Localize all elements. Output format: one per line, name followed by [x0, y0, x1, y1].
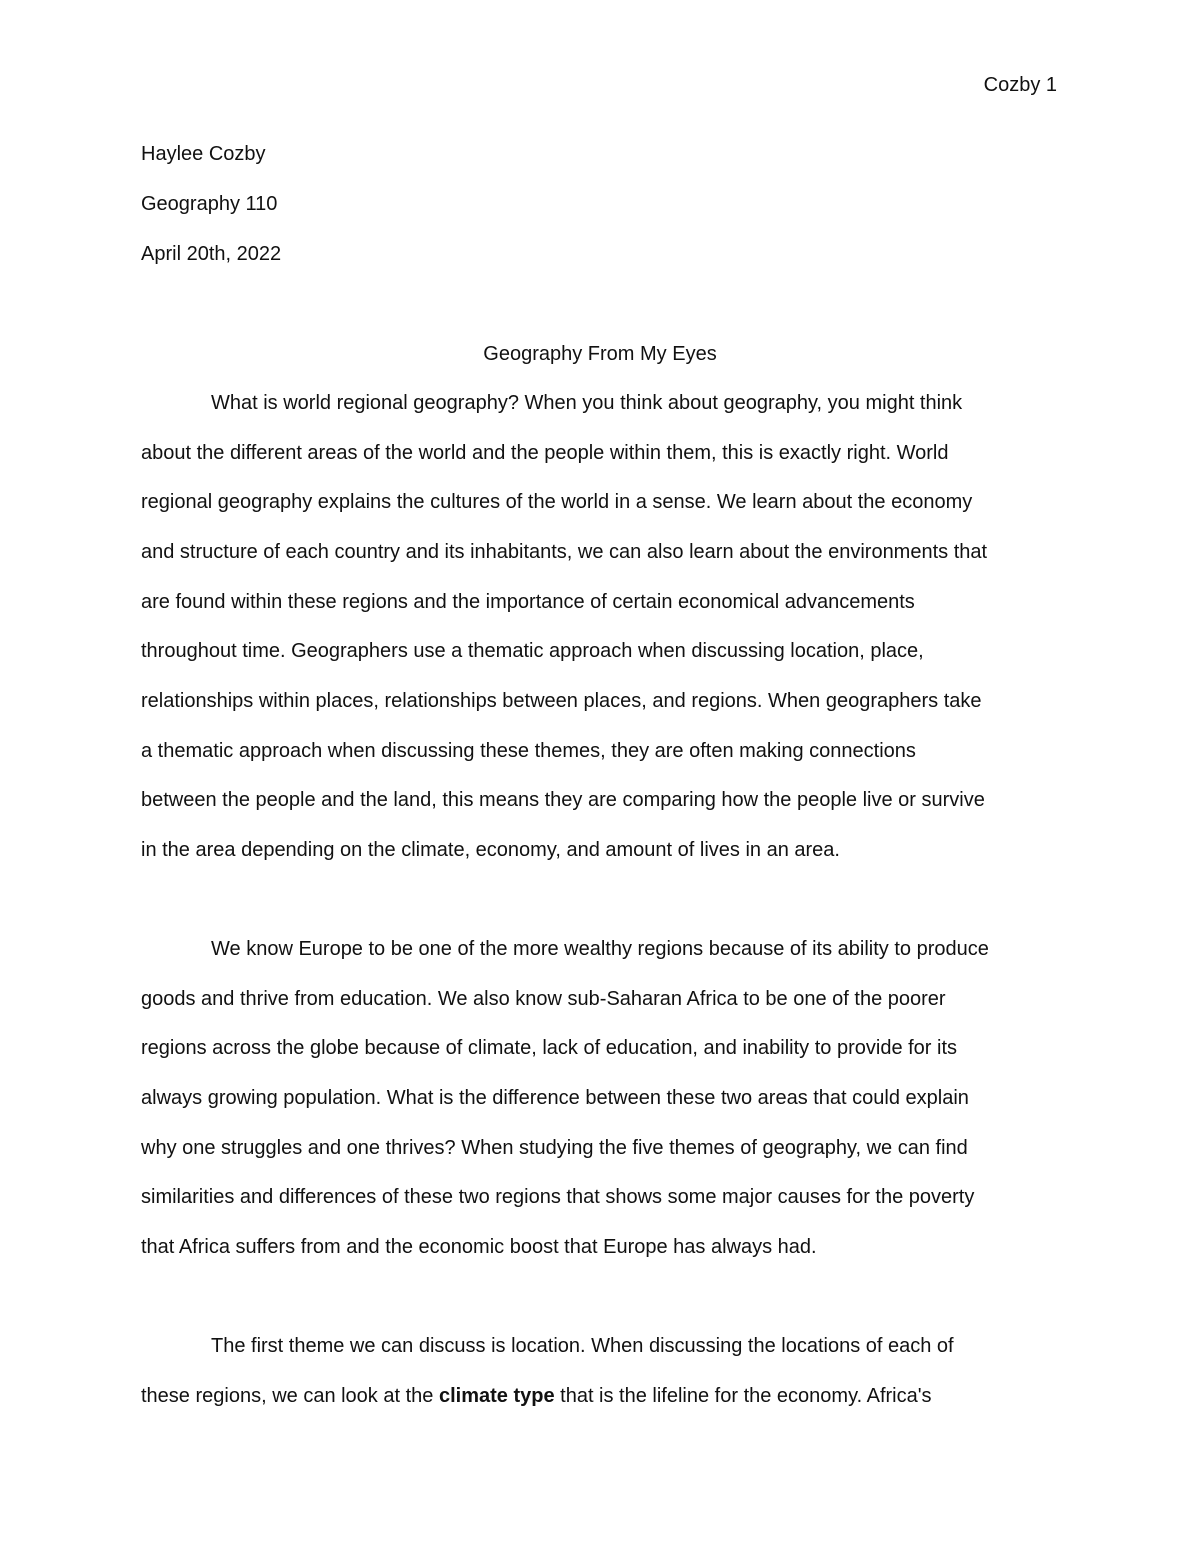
paragraph-line: in the area depending on the climate, economy, and amount of lives in an area. [141, 839, 840, 861]
paragraph-line: that Africa suffers from and the economic boost that Europe has always had. [141, 1236, 817, 1258]
text-run: these regions, we can look at the [141, 1385, 439, 1407]
document-date: April 20th, 2022 [141, 243, 282, 265]
paragraph-line: throughout time. Geographers use a thematic approach when discussing location, place, [141, 640, 924, 662]
paragraph-line: regional geography explains the cultures of the world in a sense. We learn about the economy [141, 491, 973, 513]
paragraph-line: between the people and the land, this means they are comparing how the people live or survive [141, 789, 985, 811]
paragraph-line: relationships within places, relationships between places, and regions. When geographers take [141, 690, 982, 712]
paragraph-line: why one struggles and one thrives? When studying the five themes of geography, we can find [141, 1137, 968, 1159]
text-run: that is the lifeline for the economy. Africa's [554, 1385, 932, 1407]
running-header: Cozby 1 [983, 74, 1057, 96]
paragraph-line: always growing population. What is the difference between these two areas that could explain [141, 1087, 969, 1109]
paragraph-line: about the different areas of the world and the people within them, this is exactly right. World [141, 442, 949, 464]
paragraph-line: are found within these regions and the importance of certain economical advancements [141, 591, 915, 613]
paragraph-line: regions across the globe because of climate, lack of education, and inability to provide for its [141, 1037, 958, 1059]
paragraph-line: a thematic approach when discussing these themes, they are often making connections [141, 740, 916, 762]
bold-term: climate type [438, 1385, 555, 1407]
document-title: Geography From My Eyes [483, 343, 717, 365]
paragraph-line: goods and thrive from education. We also know sub-Saharan Africa to be one of the poorer [141, 988, 946, 1010]
paragraph-line: We know Europe to be one of the more wealthy regions because of its ability to produce [211, 938, 989, 960]
paragraph-line: and structure of each country and its inhabitants, we can also learn about the environments that [141, 541, 988, 563]
paragraph-line: similarities and differences of these two regions that shows some major causes for the poverty [141, 1186, 975, 1208]
course-name: Geography 110 [141, 193, 278, 215]
paragraph-line: What is world regional geography? When you think about geography, you might think [211, 392, 963, 414]
paragraph-line: The first theme we can discuss is location. When discussing the locations of each of [211, 1335, 954, 1357]
paragraph-line-with-bold [141, 1383, 932, 1409]
author-name: Haylee Cozby [141, 143, 266, 165]
